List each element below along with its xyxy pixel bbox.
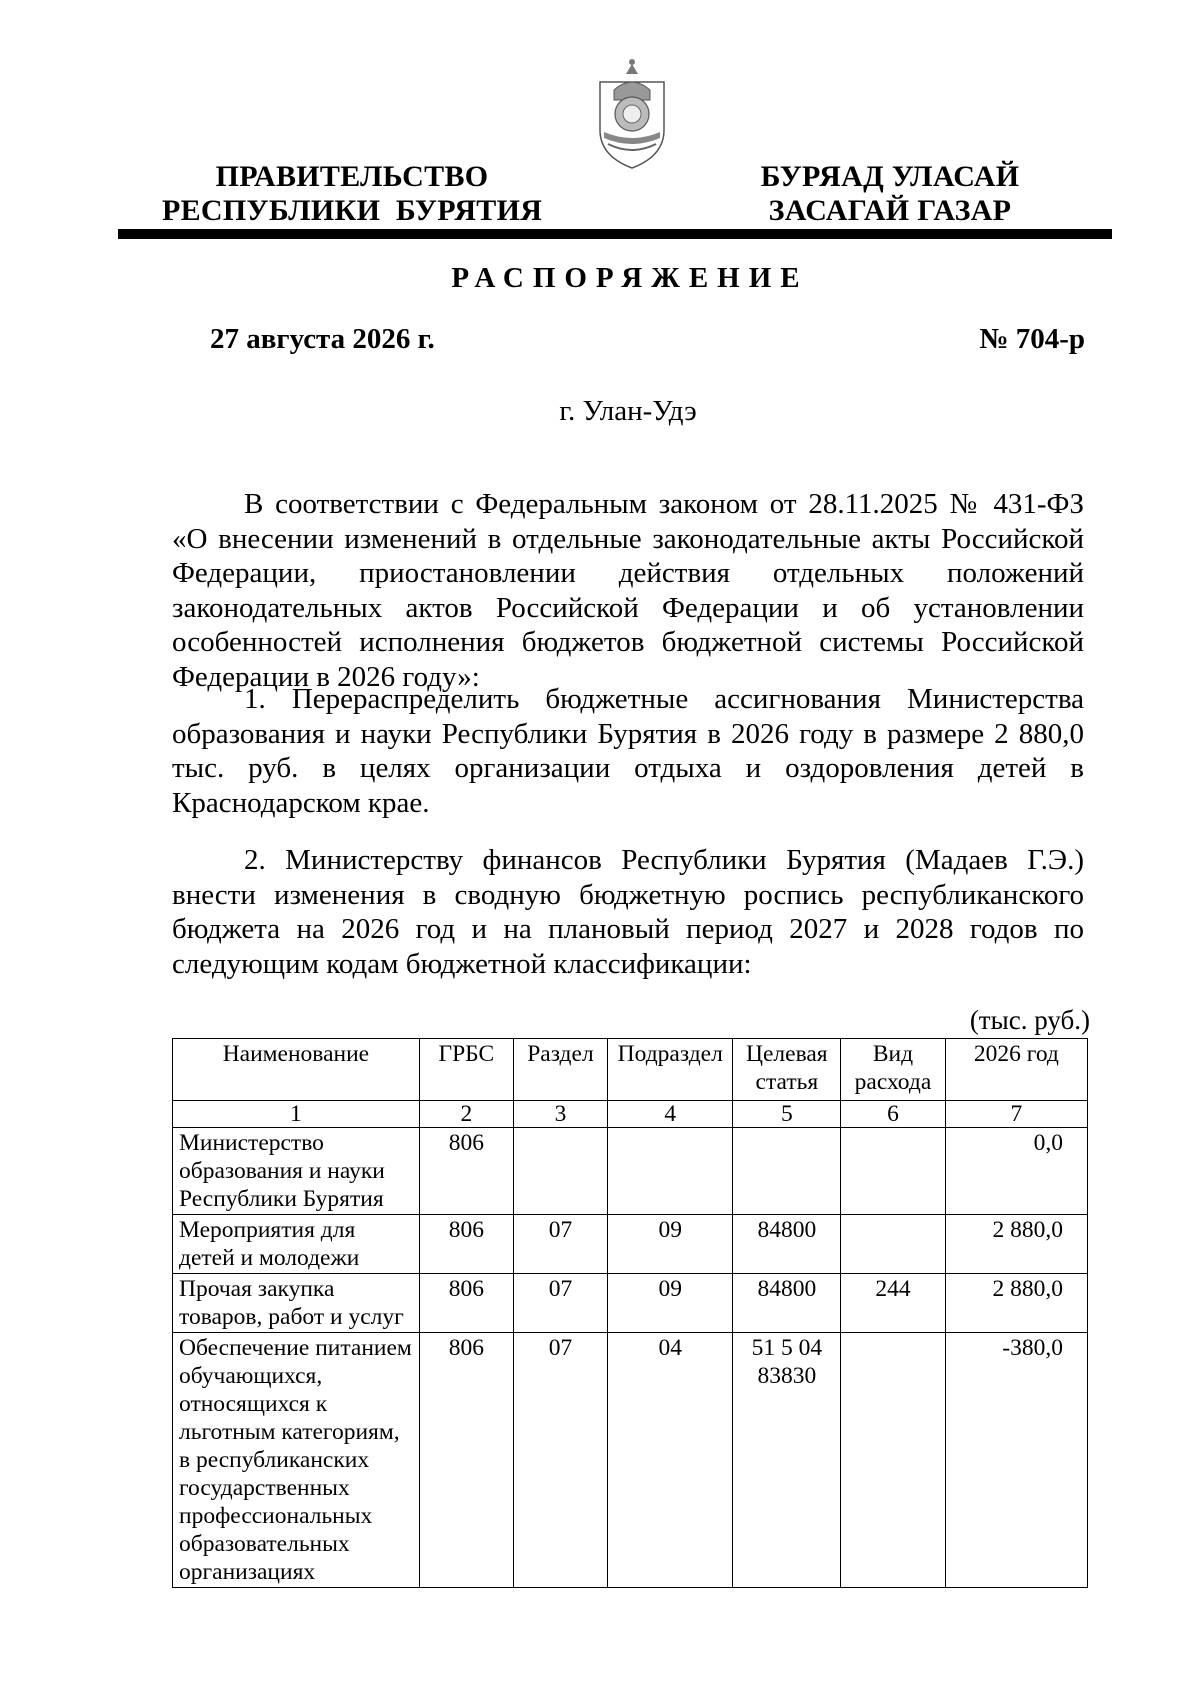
table-row [173,1128,1088,1215]
col-header-section: Раздел [513,1039,607,1101]
row-amount: 2 880,0 [945,1274,1087,1333]
header-divider [118,229,1112,239]
col-header-2026: 2026 год [945,1039,1087,1101]
col-header-expense-type: Вид расхода [841,1039,946,1101]
row-section: 07 [513,1274,607,1333]
row-section: 07 [513,1215,607,1274]
row-section [513,1128,607,1215]
row-target [733,1128,841,1215]
col-number: 4 [608,1101,733,1128]
table-row [173,1274,1088,1333]
row-target: 51 5 04 83830 [733,1333,841,1588]
header-right-line2: ЗАСАГАЙ ГАЗАР [768,194,1012,227]
row-target: 84800 [733,1274,841,1333]
table-row [173,1215,1088,1274]
row-section: 07 [513,1333,607,1588]
coat-of-arms-icon [592,52,672,172]
row-expense-type [841,1215,946,1274]
row-amount: 0,0 [945,1128,1087,1215]
table-row [173,1333,1088,1588]
row-expense-type [841,1333,946,1588]
row-target: 84800 [733,1215,841,1274]
col-header-target: Целевая статья [733,1039,841,1101]
row-name: Министерство образования и науки Республики Бурятия [173,1128,420,1215]
column-number-row [173,1101,1088,1128]
item-2-paragraph: 2. Министерству финансов Республики Бурятия (Мадаев Г.Э.) внести изменения в сводную бюджетную роспись республиканского бюджета на 2026 год и на плановый период 2027 и 2028 годов по следующим кодам бюджетной классификации: [172,844,1084,980]
col-number: 2 [419,1101,513,1128]
document-city: г. Улан-Удэ [559,395,697,427]
row-amount: 2 880,0 [945,1215,1087,1274]
header-right [740,160,1040,228]
row-subsection [608,1128,733,1215]
row-expense-type: 244 [841,1274,946,1333]
col-number: 5 [733,1101,841,1128]
row-name: Прочая закупка товаров, работ и услуг [173,1274,420,1333]
col-number: 3 [513,1101,607,1128]
col-header-grbs: ГРБС [419,1039,513,1101]
row-name: Мероприятия для детей и молодежи [173,1215,420,1274]
col-header-name: Наименование [173,1039,420,1101]
header-left-line2: РЕСПУБЛИКИ БУРЯТИЯ [162,194,543,227]
row-grbs: 806 [419,1333,513,1588]
row-grbs: 806 [419,1128,513,1215]
row-name: Обеспечение питанием обучающихся, относящихся к льготным категориям, в республиканских государственных профессиональных образовательных организациях [173,1333,420,1588]
col-header-subsection: Подраздел [608,1039,733,1101]
header-right-line1: БУРЯАД УЛАСАЙ [760,160,1020,193]
col-number: 1 [173,1101,420,1128]
document-number: № 704-р [979,323,1085,355]
intro-paragraph: В соответствии с Федеральным законом от 28.11.2025 № 431-ФЗ «О внесении изменений в отдельные законодательные акты Российской Федерации, приостановлении действия отдельных положений законодательных актов Российской Федерации и об установлении особенностей исполнения бюджетов бюджетной системы Российской Федерации в 2026 году»: [172,488,1084,693]
col-number: 7 [945,1101,1087,1128]
document-date: 27 августа 2026 г. [210,323,435,355]
row-expense-type [841,1128,946,1215]
col-number: 6 [841,1101,946,1128]
table-units: (тыс. руб.) [969,1005,1090,1035]
budget-table [172,1038,1088,1588]
row-subsection: 09 [608,1215,733,1274]
header-left [162,160,542,228]
item-1-paragraph: 1. Перераспределить бюджетные ассигнования Министерства образования и науки Республики Бурятия в 2026 году в размере 2 880,0 тыс. руб. в целях организации отдыха и оздоровления детей в Краснодарском крае. [172,683,1084,819]
row-grbs: 806 [419,1274,513,1333]
row-grbs: 806 [419,1215,513,1274]
table-header-row [173,1039,1088,1101]
row-amount: -380,0 [945,1333,1087,1588]
document-type: РАСПОРЯЖЕНИЕ [451,262,809,294]
header-left-line1: ПРАВИТЕЛЬСТВО [215,160,489,193]
row-subsection: 04 [608,1333,733,1588]
row-subsection: 09 [608,1274,733,1333]
